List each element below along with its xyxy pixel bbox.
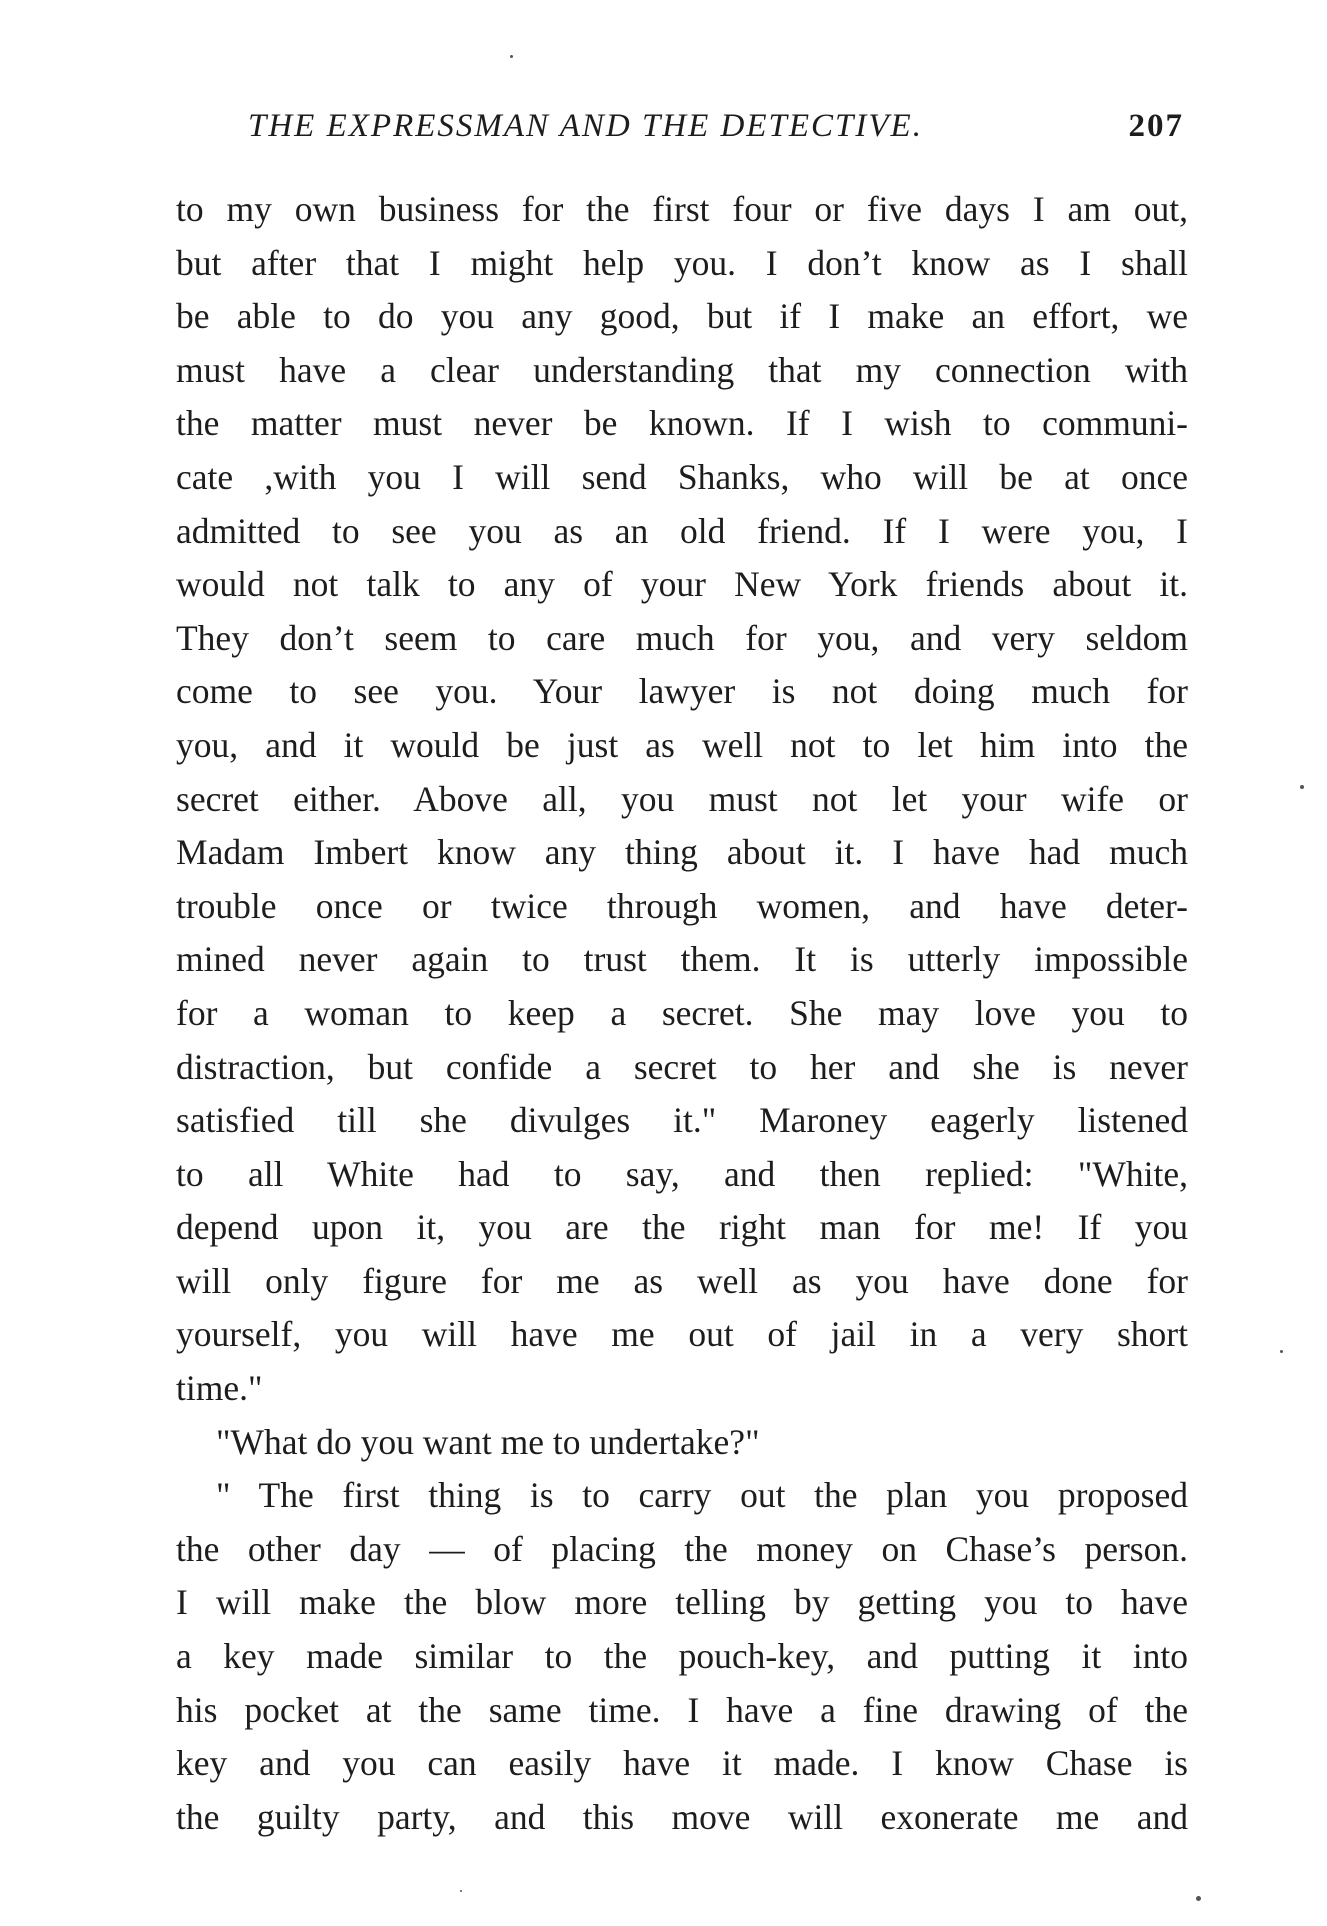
body-text bbox=[176, 183, 1188, 1844]
text-line: yourself, you will have me out of jail in a very short bbox=[176, 1314, 1188, 1355]
text-line: " The first thing is to carry out the plan you proposed bbox=[216, 1475, 1188, 1516]
text-line: cate ,with you I will send Shanks, who will be at once bbox=[176, 456, 1188, 497]
running-title: THE EXPRESSMAN AND THE DETECTIVE. bbox=[248, 108, 923, 144]
page-number: 207 bbox=[1128, 108, 1184, 144]
paper-speck bbox=[460, 1890, 462, 1892]
text-line: depend upon it, you are the right man for me! If you bbox=[176, 1207, 1188, 1248]
text-line: key and you can easily have it made. I know Chase is bbox=[176, 1743, 1188, 1784]
text-line: distraction, but confide a secret to her and she is never bbox=[176, 1046, 1188, 1087]
text-line: I will make the blow more telling by getting you to have bbox=[176, 1582, 1188, 1623]
text-line: Madam Imbert know any thing about it. I have had much bbox=[176, 832, 1188, 873]
paper-speck bbox=[1280, 1350, 1283, 1353]
text-line: They don’t seem to care much for you, and very seldom bbox=[176, 617, 1188, 658]
text-line: you, and it would be just as well not to let him into the bbox=[176, 724, 1188, 765]
text-line: the guilty party, and this move will exonerate me and bbox=[176, 1796, 1188, 1837]
text-line: the matter must never be known. If I wish to communi- bbox=[176, 403, 1188, 444]
text-line: satisfied till she divulges it." Maroney eagerly listened bbox=[176, 1100, 1188, 1141]
text-line: would not talk to any of your New York friends about it. bbox=[176, 564, 1188, 605]
text-line: to all White had to say, and then replied: "White, bbox=[176, 1153, 1188, 1194]
text-line: be able to do you any good, but if I make an effort, we bbox=[176, 296, 1188, 337]
paper-speck bbox=[1196, 1896, 1201, 1901]
paper-speck bbox=[510, 55, 513, 58]
text-line: mined never again to trust them. It is utterly impossible bbox=[176, 939, 1188, 980]
text-line: a key made similar to the pouch-key, and putting it into bbox=[176, 1636, 1188, 1677]
text-line: will only figure for me as well as you have done for bbox=[176, 1260, 1188, 1301]
text-line: come to see you. Your lawyer is not doing much for bbox=[176, 671, 1188, 712]
text-line: trouble once or twice through women, and have deter- bbox=[176, 885, 1188, 926]
paper-speck bbox=[1300, 785, 1304, 789]
text-line: his pocket at the same time. I have a fine drawing of the bbox=[176, 1689, 1188, 1730]
text-line: must have a clear understanding that my connection with bbox=[176, 349, 1188, 390]
text-line: to my own business for the first four or five days I am out, bbox=[176, 189, 1188, 229]
text-line: the other day — of placing the money on Chase’s person. bbox=[176, 1528, 1188, 1569]
text-line: for a woman to keep a secret. She may love you to bbox=[176, 992, 1188, 1033]
text-line: admitted to see you as an old friend. If I were you, I bbox=[176, 510, 1188, 551]
text-line: time." bbox=[176, 1368, 263, 1409]
text-line: secret either. Above all, you must not let your wife or bbox=[176, 778, 1188, 819]
text-line: "What do you want me to undertake?" bbox=[216, 1421, 760, 1462]
text-line: but after that I might help you. I don’t know as I shall bbox=[176, 242, 1188, 283]
running-head bbox=[248, 108, 1184, 158]
